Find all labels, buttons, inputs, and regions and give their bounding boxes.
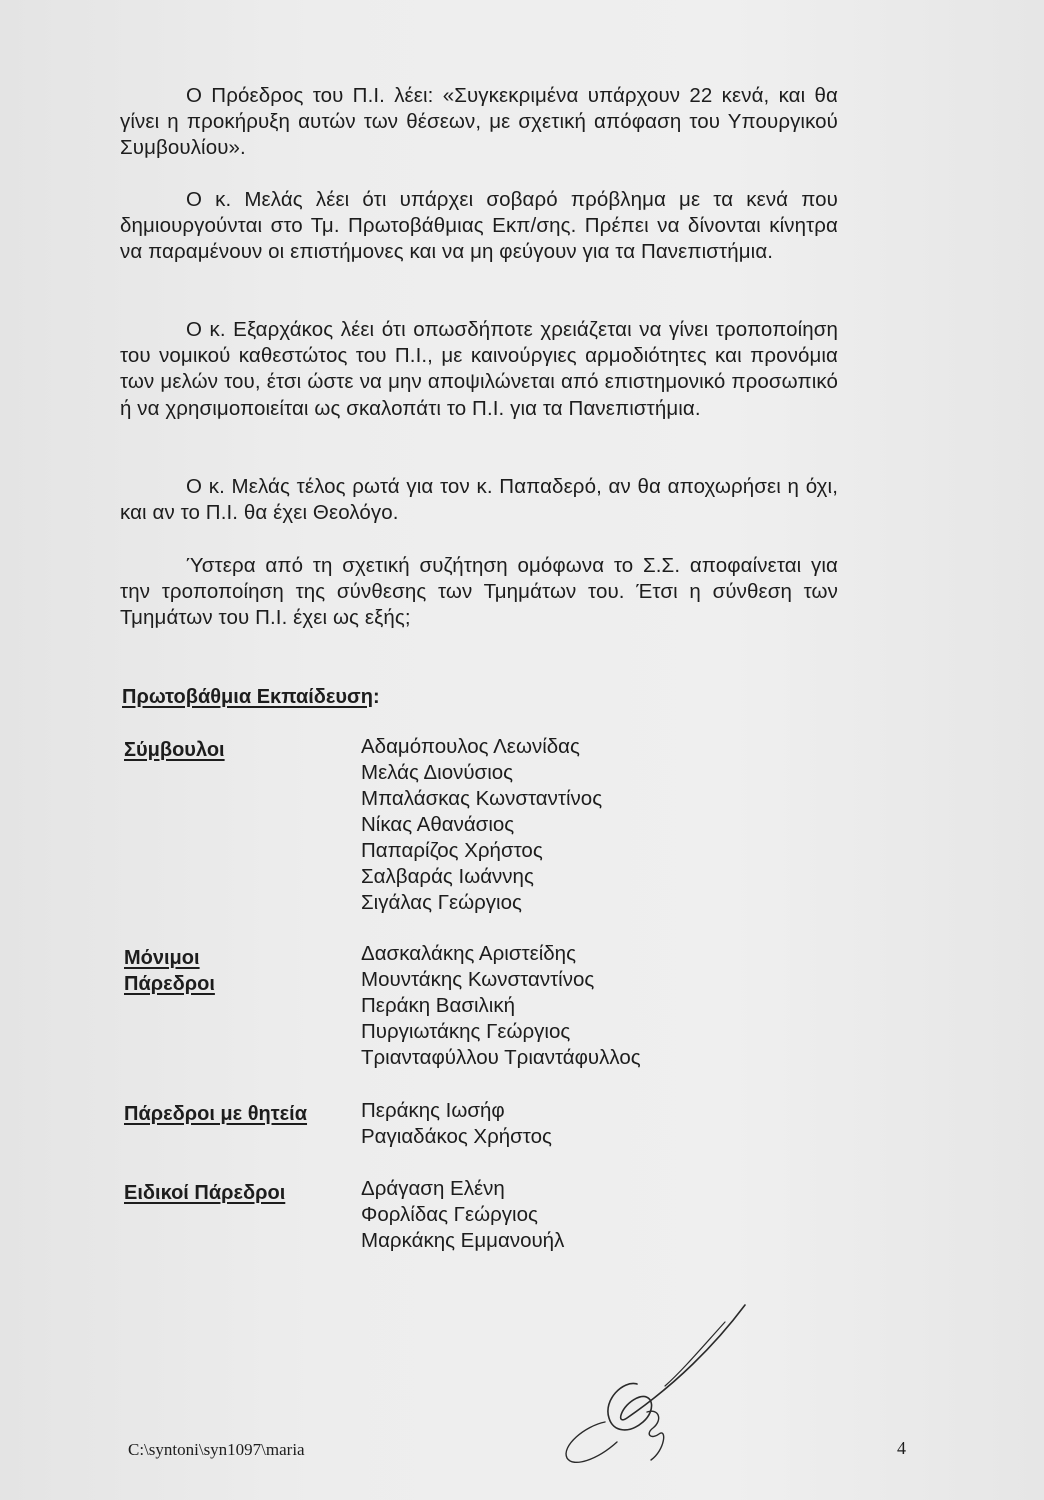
name-item: Τριανταφύλλου Τριαντάφυλλος [361, 1046, 641, 1069]
group-label-permanent-line1: Μόνιμοι [124, 947, 200, 969]
name-item: Μπαλάσκας Κωνσταντίνος [361, 787, 603, 810]
section-heading-text: Πρωτοβάθμια Εκπαίδευση [122, 686, 373, 708]
name-item: Περάκης Ιωσήφ [361, 1099, 505, 1122]
paragraph-decision: Ύστερα από τη σχετική συζήτηση ομόφωνα το Σ.Σ. αποφαίνεται για την τροποποίηση της σύνθεσης των Τμημάτων του. Έτσι η σύνθεση των Τμημάτων του Π.Ι. έχει ως εξής; [120, 554, 838, 630]
name-item: Σιγάλας Γεώργιος [361, 891, 522, 914]
name-item: Φορλίδας Γεώργιος [361, 1203, 538, 1226]
paragraph-president: Ο Πρόεδρος του Π.Ι. λέει: «Συγκεκριμένα υπάρχουν 22 κενά, και θα γίνει η προκήρυξη αυτών των θέσεων, με σχετική απόφαση του Υπουργικού Συμβουλίου». [120, 84, 838, 160]
footer-page-number: 4 [897, 1438, 906, 1458]
name-item: Παπαρίζος Χρήστος [361, 839, 543, 862]
section-heading [122, 684, 380, 710]
name-item: Σαλβαράς Ιωάννης [361, 865, 534, 888]
group-names-permanent [361, 941, 641, 1071]
paragraph-exarchakos: Ο κ. Εξαρχάκος λέει ότι οπωσδήποτε χρειάζεται να γίνει τροποποίηση του νομικού καθεστώτος του Π.Ι., με καινούργιες αρμοδιότητες και προνόμια των μελών του, έτσι ώστε να μην αποψιλώνεται από επιστημονικό προσωπικό ή να χρησιμοποιείται ως σκαλοπάτι το Π.Ι. για τα Πανεπιστήμια. [120, 318, 838, 420]
group-label-special: Ειδικοί Πάρεδροι [124, 1182, 286, 1204]
group-names-term [361, 1098, 552, 1150]
footer-file-path: C:\syntoni\syn1097\maria [128, 1440, 305, 1459]
name-item: Νίκας Αθανάσιος [361, 813, 515, 836]
name-item: Μουντάκης Κωνσταντίνος [361, 968, 595, 991]
group-names-special [361, 1176, 564, 1254]
group-label-advisors: Σύμβουλοι [124, 739, 225, 761]
name-item: Μελάς Διονύσιος [361, 761, 514, 784]
name-item: Πυργιωτάκης Γεώργιος [361, 1020, 571, 1043]
signature-icon [555, 1300, 755, 1480]
group-label-term: Πάρεδροι με θητεία [124, 1103, 308, 1125]
paragraph-melas-theologian: Ο κ. Μελάς τέλος ρωτά για τον κ. Παπαδερό, αν θα αποχωρήσει η όχι, και αν το Π.Ι. θα έχει Θεολόγο. [120, 475, 838, 525]
name-item: Ραγιαδάκος Χρήστος [361, 1125, 552, 1148]
paragraph-melas-vacancies: Ο κ. Μελάς λέει ότι υπάρχει σοβαρό πρόβλημα με τα κενά που δημιουργούνται στο Τμ. Πρωτοβάθμιας Εκπ/σης. Πρέπει να δίνονται κίνητρα να παραμένουν οι επιστήμονες και να μη φεύγουν για τα Πανεπιστήμια. [120, 188, 838, 264]
name-item: Δράγαση Ελένη [361, 1177, 505, 1200]
name-item: Περάκη Βασιλική [361, 994, 515, 1017]
section-heading-colon: : [372, 686, 380, 708]
name-item: Αδαμόπουλος Λεωνίδας [361, 735, 580, 758]
name-item: Μαρκάκης Εμμανουήλ [361, 1229, 565, 1252]
group-label-permanent-line2: Πάρεδροι [124, 973, 215, 995]
group-names-advisors [361, 734, 602, 916]
name-item: Δασκαλάκης Αριστείδης [361, 942, 576, 965]
